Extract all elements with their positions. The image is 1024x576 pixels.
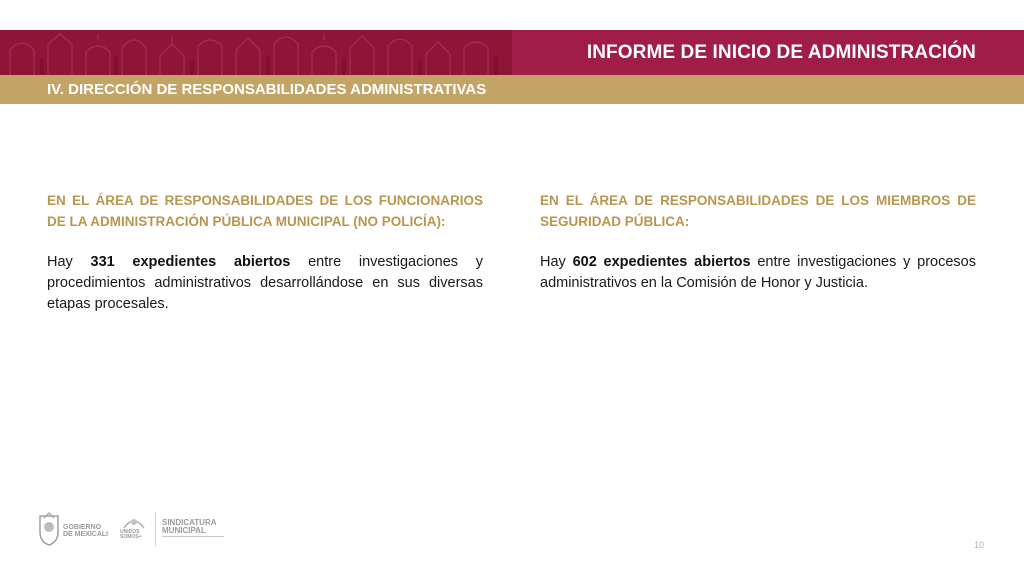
right-body-prefix: Hay [540,254,573,270]
decorative-pattern [0,30,512,75]
left-body-prefix: Hay [47,254,91,270]
page-number: 10 [974,540,985,550]
logo3-underline [162,536,224,537]
unidos-emblem-icon [122,514,146,530]
logo2-line2: SOMOS+ [120,534,142,540]
logo1-line2: DE MEXICALI [63,531,109,538]
logo2-line1: UNIDOS [120,529,140,535]
logo3-line2: MUNICIPAL [162,526,206,535]
left-body-bold: 331 expedientes abiertos [90,254,291,270]
section-title: IV. DIRECCIÓN DE RESPONSABILIDADES ADMINISTRATIVAS [47,81,487,98]
logo3-line1: SINDICATURA [162,518,217,527]
footer-logos [38,510,238,550]
left-body-suffix: entre investigaciones y procedimientos administrativos desarrollándose en sus diversas etapas procesales. [47,254,483,312]
right-column [540,190,976,294]
architecture-pattern-icon [0,30,512,75]
left-column [47,190,483,315]
section-bar [0,75,1024,104]
right-body [540,252,976,294]
left-body [47,252,483,315]
mexicali-shield-icon [38,512,60,546]
title-bar [512,30,1024,75]
right-heading: EN EL ÁREA DE RESPONSABILIDADES DE LOS MIEMBROS DE SEGURIDAD PÚBLICA: [540,193,976,229]
right-body-suffix: entre investigaciones y procesos administrativos en la Comisión de Honor y Justicia. [540,254,976,291]
report-title: INFORME DE INICIO DE ADMINISTRACIÓN [586,41,976,63]
logo-divider [155,512,156,546]
logo1-line1: GOBIERNO [63,524,102,531]
right-body-bold: 602 expedientes abiertos [572,254,751,270]
left-heading: EN EL ÁREA DE RESPONSABILIDADES DE LOS FUNCIONARIOS DE LA ADMINISTRACIÓN PÚBLICA MUNICIPAL (NO POLICÍA): [47,193,483,229]
